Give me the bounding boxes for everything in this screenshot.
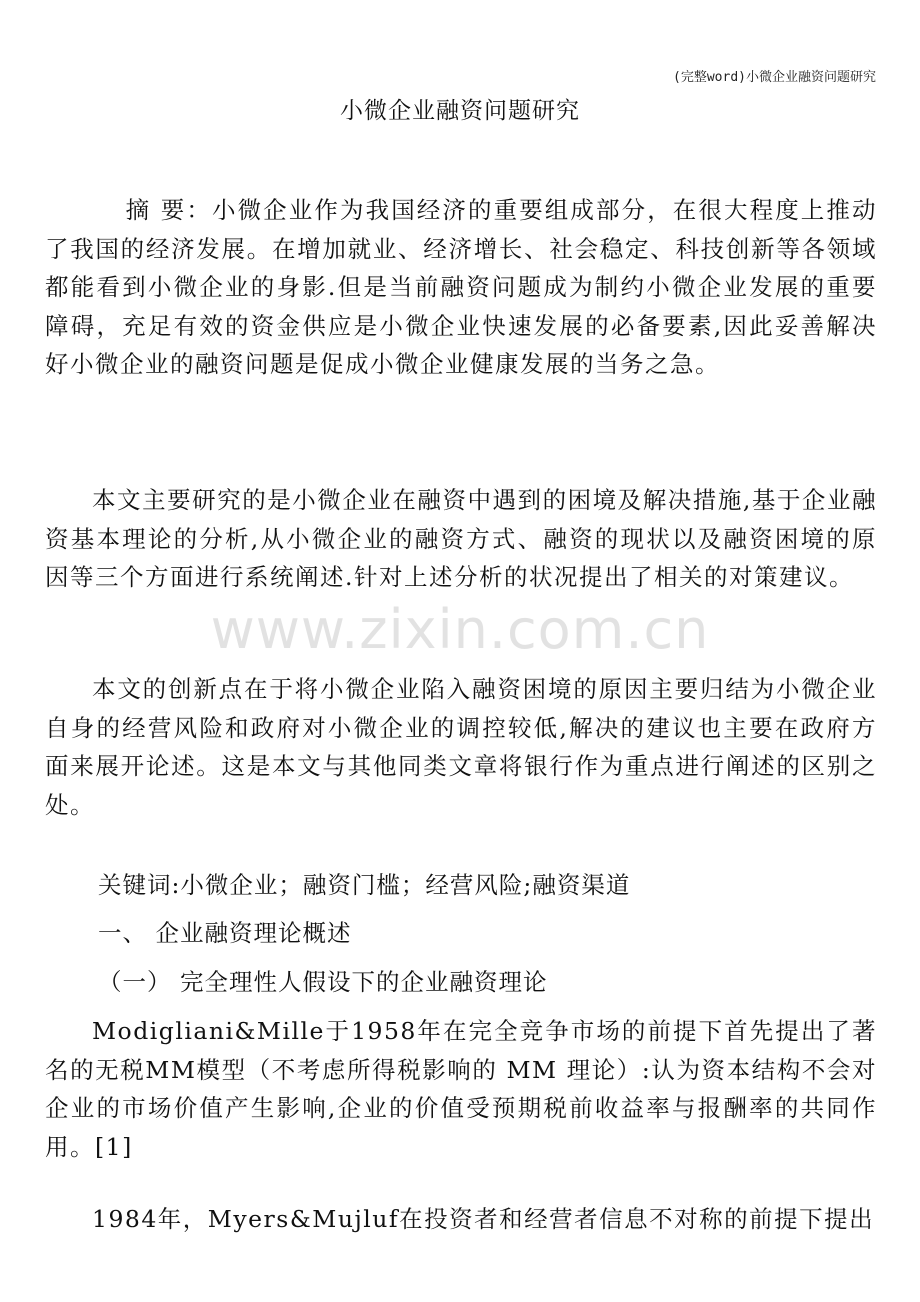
abstract-paragraph bbox=[45, 191, 877, 384]
abstract-label: 摘 要： bbox=[125, 196, 212, 224]
keywords-line: 关键词:小微企业；融资门槛；经营风险;融资渠道 bbox=[98, 871, 631, 899]
page-title: 小微企业融资问题研究 bbox=[340, 98, 580, 124]
running-header: (完整word)小微企业融资问题研究 bbox=[673, 70, 876, 85]
section-heading-1: 一、 企业融资理论概述 bbox=[98, 919, 352, 947]
body-paragraph-3: Modigliani&Mille于1958年在完全竞争市场的前提下首先提出了著名的无税MM模型（不考虑所得税影响的 MM 理论）:认为资本结构不会对企业的市场价值产生影响,企业的价值受预期税前收益率与报酬率的共同作用。[1] bbox=[45, 1017, 877, 1161]
body-paragraph-1: 本文主要研究的是小微企业在融资中遇到的困境及解决措施,基于企业融资基本理论的分析,从小微企业的融资方式、融资的现状以及融资困境的原因等三个方面进行系统阐述.针对上述分析的状况提出了相关的对策建议。 bbox=[45, 486, 877, 591]
section-heading-2: （一） 完全理性人假设下的企业融资理论 bbox=[98, 968, 548, 996]
abstract-text: 小微企业作为我国经济的重要组成部分，在很大程度上推动了我国的经济发展。在增加就业、经济增长、社会稳定、科技创新等各领域都能看到小微企业的身影.但是当前融资问题成为制约小微企业发展的重要障碍，充足有效的资金供应是小微企业快速发展的必备要素,因此妥善解决好小微企业的融资问题是促成小微企业健康发展的当务之急。 bbox=[45, 196, 877, 378]
body-paragraph-4: 1984年，Myers&Mujluf在投资者和经营者信息不对称的前提下提出 bbox=[92, 1205, 875, 1233]
watermark-text: www.zixin.com.cn bbox=[210, 598, 710, 661]
body-paragraph-2: 本文的创新点在于将小微企业陷入融资困境的原因主要归结为小微企业自身的经营风险和政府对小微企业的调控较低,解决的建议也主要在政府方面来展开论述。这是本文与其他同类文章将银行作为重点进行阐述的区别之处。 bbox=[45, 675, 877, 819]
